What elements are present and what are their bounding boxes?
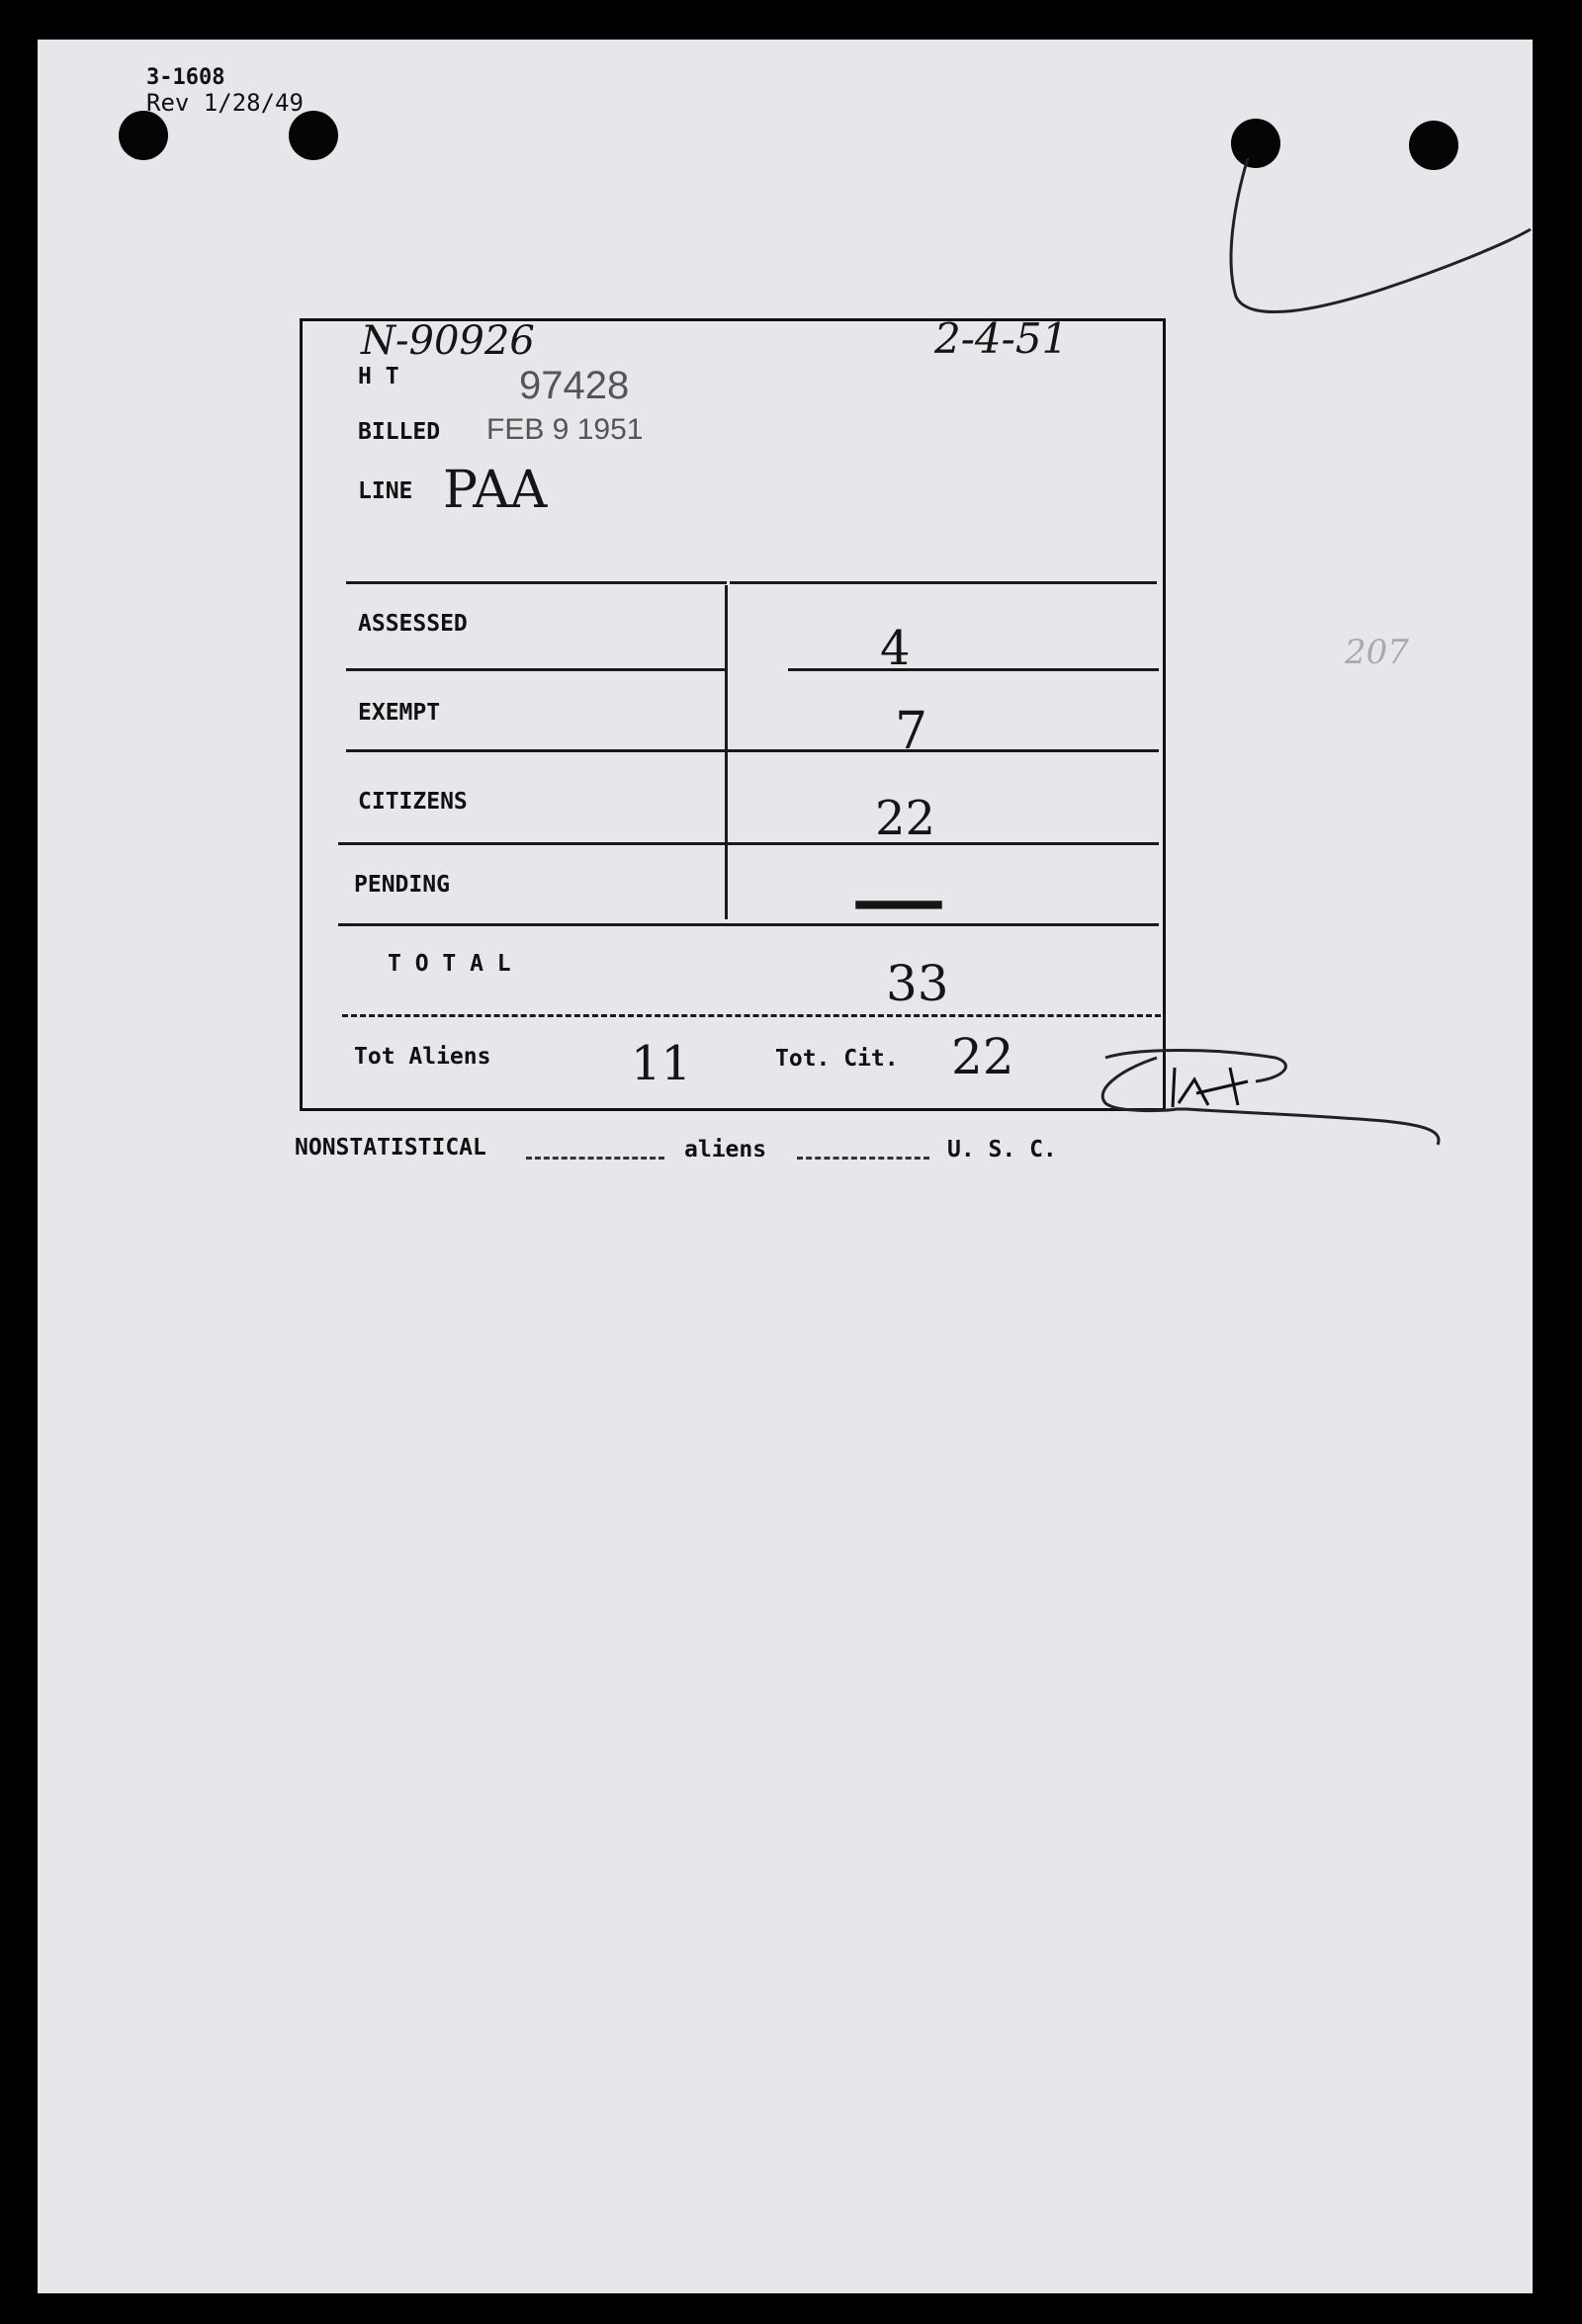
row-label-assessed: ASSESSED	[358, 611, 468, 637]
billed-date-stamp: FEB 9 1951	[486, 413, 644, 446]
usc-label: U. S. C.	[947, 1137, 1057, 1162]
ht-label: H T	[358, 364, 399, 389]
tot-aliens-value: 11	[631, 1036, 692, 1091]
margin-note: 207	[1345, 633, 1409, 672]
row-value-assessed: 4	[880, 621, 911, 676]
row-value-citizens: 22	[875, 791, 936, 846]
file-number: N-90926	[361, 318, 535, 364]
row-value-pending: —	[850, 858, 947, 940]
tot-cit-value: 22	[951, 1028, 1014, 1085]
row-label-pending: PENDING	[354, 872, 450, 898]
tot-cit-label: Tot. Cit.	[775, 1046, 899, 1072]
row-label-exempt: EXEMPT	[358, 700, 441, 726]
handwritten-date: 2-4-51	[934, 314, 1069, 363]
total-value: 33	[886, 955, 949, 1012]
ht-number: 97428	[519, 364, 630, 407]
tot-aliens-label: Tot Aliens	[354, 1044, 491, 1070]
row-label-citizens: CITIZENS	[358, 789, 468, 815]
aliens-label: aliens	[684, 1137, 767, 1162]
line-label: LINE	[358, 478, 413, 504]
billed-label: BILLED	[358, 419, 441, 445]
form-revision: Rev 1/28/49	[146, 89, 304, 117]
total-label: T O T A L	[388, 951, 511, 977]
line-value: PAA	[443, 461, 548, 520]
row-value-exempt: 7	[895, 702, 928, 761]
form-number: 3-1608	[146, 65, 225, 90]
nonstatistical-label: NONSTATISTICAL	[295, 1135, 486, 1161]
